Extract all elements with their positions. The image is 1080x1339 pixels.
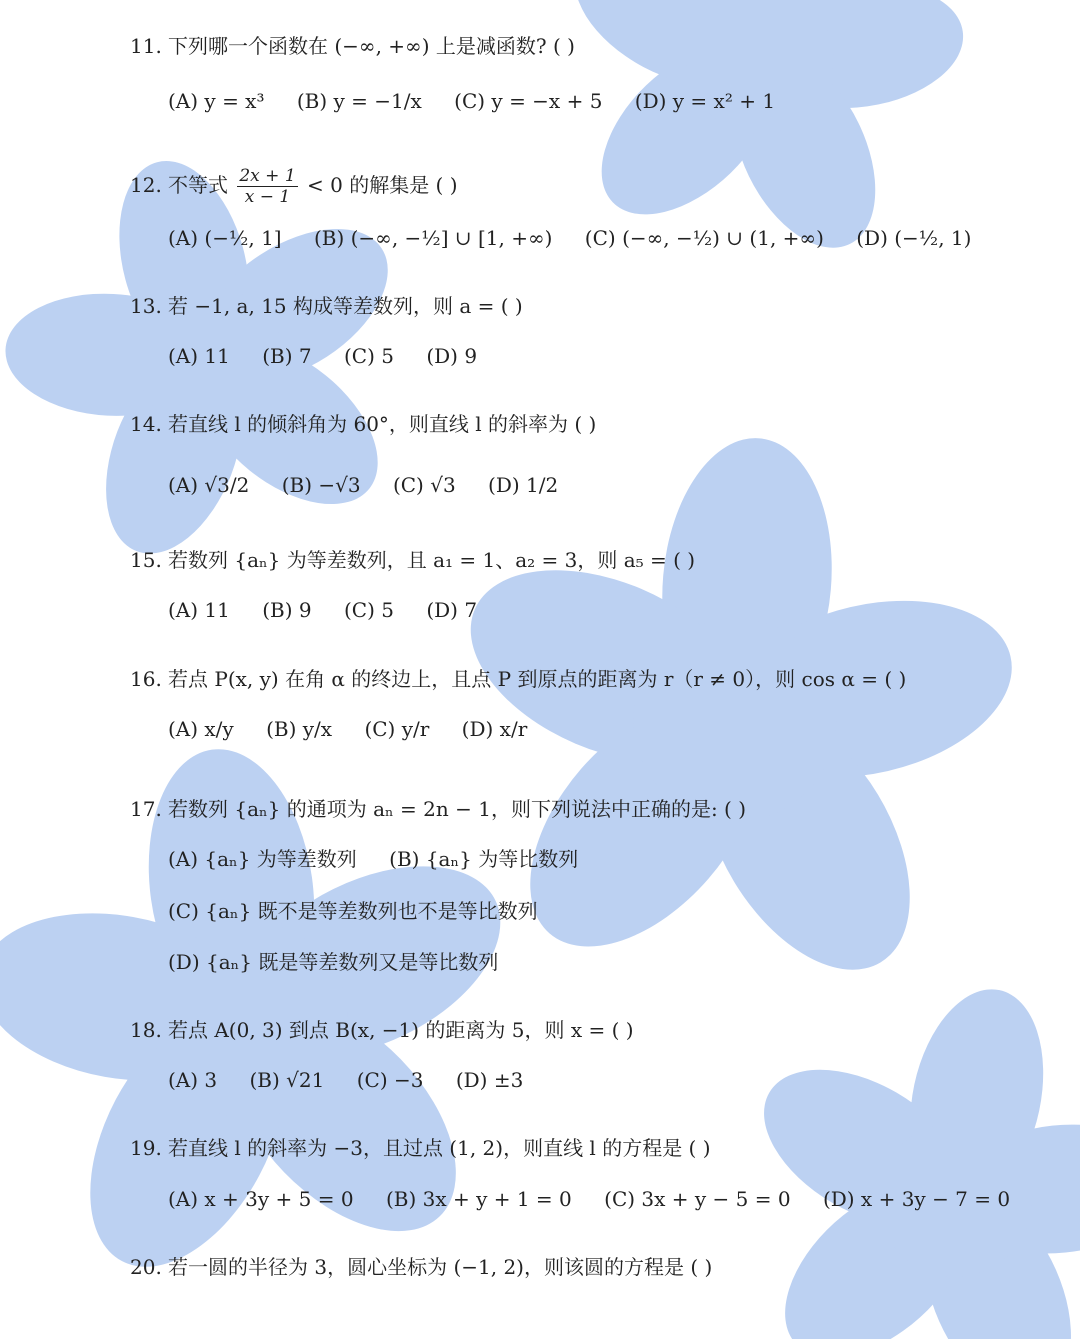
- option-d: (D) (−½, 1): [856, 226, 972, 250]
- options-17-row-1: [168, 846, 604, 872]
- option-c: (C) y = −x + 5: [454, 89, 603, 113]
- question-number: 12.: [130, 173, 162, 197]
- question-text: 若直线 l 的斜率为 −3，且过点 (1, 2)，则直线 l 的方程是 ( ): [168, 1136, 711, 1160]
- question-12: [130, 166, 458, 207]
- option-a: (A) 11: [168, 344, 230, 368]
- option-a: (A) 11: [168, 598, 230, 622]
- option-d: (D) x/r: [461, 717, 528, 741]
- option-b: (B) −√3: [281, 473, 361, 497]
- fraction-denominator: x − 1: [244, 187, 291, 207]
- question-text: 若点 P(x, y) 在角 α 的终边上，且点 P 到原点的距离为 r（r ≠ 0），则 cos α = ( ): [168, 667, 907, 691]
- option-d: (D) 7: [426, 598, 478, 622]
- question-text: 若数列 {aₙ} 为等差数列，且 a₁ = 1、a₂ = 3，则 a₅ = ( ): [168, 548, 696, 572]
- option-c: (C) y/r: [364, 717, 430, 741]
- question-number: 14.: [130, 412, 162, 436]
- option-b: (B) y/x: [266, 717, 333, 741]
- options-14: [168, 472, 584, 498]
- option-c: (C) {aₙ} 既不是等差数列也不是等比数列: [168, 899, 538, 923]
- question-19: [130, 1135, 711, 1161]
- question-number: 15.: [130, 548, 162, 572]
- option-d: (D) x + 3y − 7 = 0: [822, 1187, 1011, 1211]
- option-a: (A) x/y: [168, 717, 234, 741]
- option-d: (D) y = x² + 1: [634, 89, 776, 113]
- option-a: (A) √3/2: [168, 473, 250, 497]
- option-a: (A) 3: [168, 1068, 218, 1092]
- option-a: (A) x + 3y + 5 = 0: [168, 1187, 354, 1211]
- option-c: (C) (−∞, −½) ∪ (1, +∞): [584, 226, 824, 250]
- fraction-numerator: 2x + 1: [239, 166, 296, 186]
- option-b: (B) √21: [249, 1068, 325, 1092]
- question-number: 17.: [130, 797, 162, 821]
- question-number: 16.: [130, 667, 162, 691]
- option-d: (D) 9: [426, 344, 478, 368]
- option-b: (B) y = −1/x: [296, 89, 422, 113]
- question-number: 20.: [130, 1255, 162, 1279]
- options-19: [168, 1186, 1036, 1212]
- question-18: [130, 1017, 634, 1043]
- options-13: [168, 343, 503, 369]
- question-15: [130, 547, 695, 573]
- option-d: (D) ±3: [455, 1068, 524, 1092]
- option-d: (D) 1/2: [488, 473, 559, 497]
- option-a: (A) {aₙ} 为等差数列: [168, 847, 357, 871]
- question-11: [130, 33, 575, 59]
- option-c: (C) 5: [343, 598, 394, 622]
- question-text: 若数列 {aₙ} 的通项为 aₙ = 2n − 1，则下列说法中正确的是: ( ): [168, 797, 747, 821]
- question-number: 13.: [130, 294, 162, 318]
- question-number: 18.: [130, 1018, 162, 1042]
- option-c: (C) 5: [343, 344, 394, 368]
- option-a: (A) y = x³: [168, 89, 265, 113]
- options-17-row-3: [168, 949, 524, 975]
- option-b: (B) (−∞, −½] ∪ [1, +∞): [313, 226, 553, 250]
- options-15: [168, 597, 503, 623]
- question-text: 若一圆的半径为 3，圆心坐标为 (−1, 2)，则该圆的方程是 ( ): [168, 1255, 713, 1279]
- question-text: 若点 A(0, 3) 到点 B(x, −1) 的距离为 5，则 x = ( ): [168, 1018, 634, 1042]
- options-16: [168, 716, 553, 742]
- options-17-row-2: [168, 898, 564, 924]
- option-b: (B) 3x + y + 1 = 0: [385, 1187, 572, 1211]
- question-text-pre: 不等式: [168, 173, 228, 197]
- options-11: [168, 88, 801, 114]
- question-number: 11.: [130, 34, 162, 58]
- fraction: [237, 166, 297, 207]
- question-17: [130, 796, 746, 822]
- question-text: 若直线 l 的倾斜角为 60°，则直线 l 的斜率为 ( ): [168, 412, 597, 436]
- question-14: [130, 411, 596, 437]
- question-text-post: < 0 的解集是 ( ): [307, 173, 458, 197]
- option-a: (A) (−½, 1]: [168, 226, 282, 250]
- options-18: [168, 1067, 549, 1093]
- option-b: (B) 7: [262, 344, 312, 368]
- option-c: (C) √3: [392, 473, 456, 497]
- question-16: [130, 666, 906, 692]
- option-d: (D) {aₙ} 既是等差数列又是等比数列: [168, 950, 499, 974]
- question-text: 下列哪一个函数在 (−∞, +∞) 上是减函数? ( ): [168, 34, 575, 58]
- option-b: (B) 9: [262, 598, 312, 622]
- options-12: [168, 225, 997, 251]
- question-text: 若 −1, a, 15 构成等差数列，则 a = ( ): [168, 294, 523, 318]
- option-c: (C) 3x + y − 5 = 0: [604, 1187, 791, 1211]
- question-20: [130, 1254, 712, 1280]
- question-number: 19.: [130, 1136, 162, 1160]
- option-b: (B) {aₙ} 为等比数列: [389, 847, 579, 871]
- question-13: [130, 293, 523, 319]
- option-c: (C) −3: [356, 1068, 424, 1092]
